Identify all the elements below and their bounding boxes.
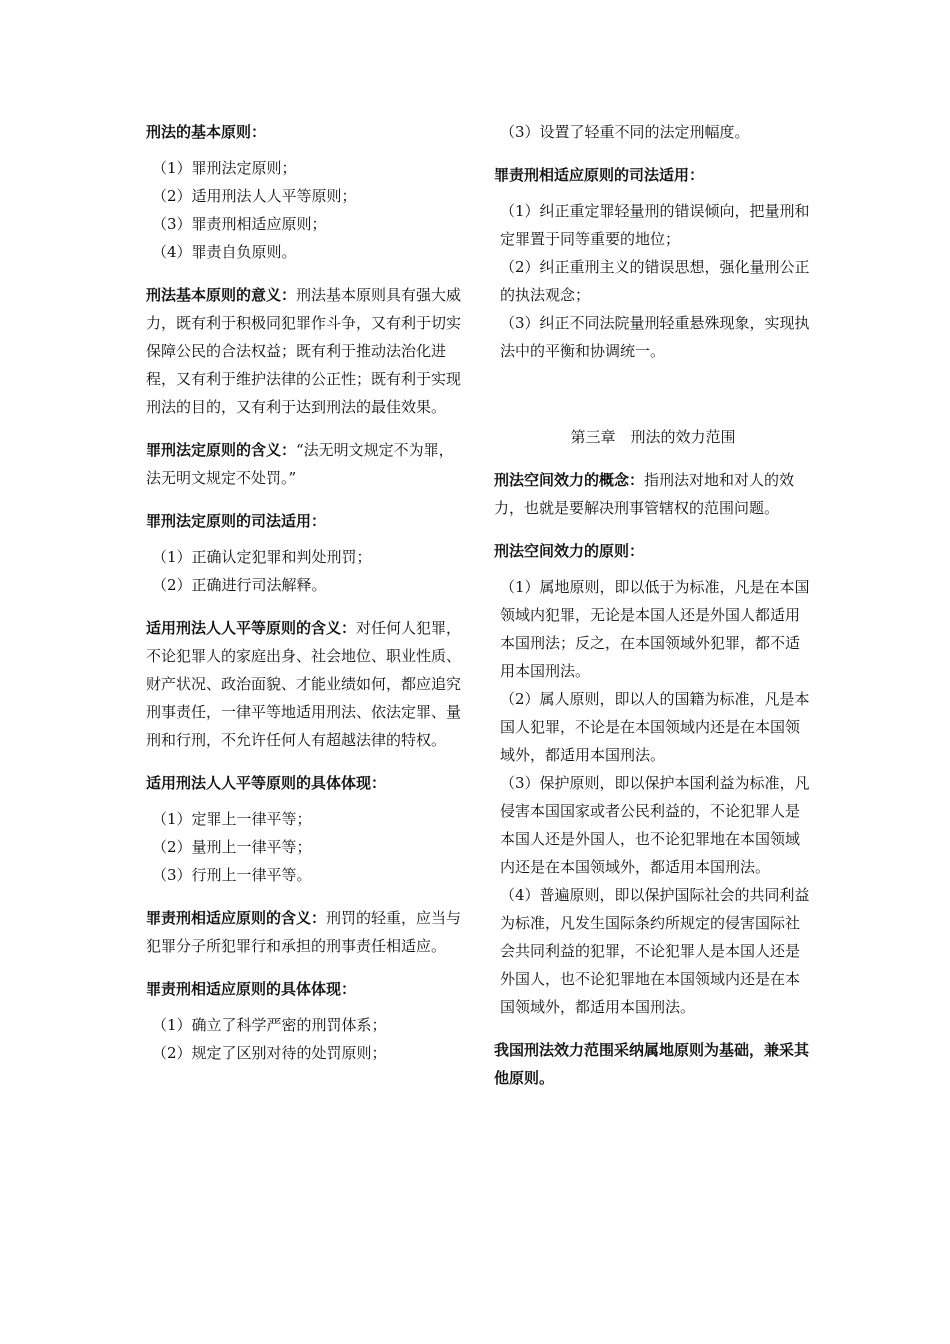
inline-heading: 罪刑法定原则的含义： — [146, 441, 297, 459]
section-heading: 罪责刑相适应原则的司法适用： — [494, 166, 705, 184]
right-column — [494, 118, 812, 1092]
inline-heading: 刑法空间效力的概念： — [494, 471, 645, 489]
section-heading: 我国刑法效力范围采纳属地原则为基础，兼采其他原则。 — [494, 1041, 810, 1087]
section-heading: 刑法空间效力的原则： — [494, 542, 645, 560]
paragraph-body: “法无明文规定不为罪，法无明文规定不处罚。” — [146, 441, 454, 487]
paragraph — [146, 614, 464, 754]
list-item: （1）罪刑法定原则； — [152, 159, 297, 177]
list-item: （1）属地原则，即以低于为标准，凡是在本国领域内犯罪，无论是本国人还是外国人都适用本国刑法；反之，在本国领域外犯罪，都不适用本国刑法。 — [500, 578, 810, 680]
list-item: （3）保护原则，即以保护本国利益为标准，凡侵害本国国家或者公民利益的，不论犯罪人是本国人还是外国人，也不论犯罪地在本国领域内还是在本国领域外，都适用本国刑法。 — [500, 774, 810, 876]
paragraph-body: 刑罚的轻重，应当与犯罪分子所犯罪行和承担的刑事责任相适应。 — [146, 909, 462, 955]
chapter-title: 第三章 刑法的效力范围 — [570, 428, 736, 446]
list-item: （2）属人原则，即以人的国籍为标准，凡是本国人犯罪，不论是在本国领域内还是在本国领域外，都适用本国刑法。 — [500, 690, 810, 764]
list-item: （2）纠正重刑主义的错误思想，强化量刑公正的执法观念； — [500, 258, 810, 304]
section-heading: 罪刑法定原则的司法适用： — [146, 512, 327, 530]
list-item: （1）定罪上一律平等； — [152, 810, 312, 828]
inline-heading: 刑法基本原则的意义： — [146, 286, 297, 304]
paragraph — [494, 466, 812, 522]
list-item: （3）罪责刑相适应原则； — [152, 215, 327, 233]
section-heading: 罪责刑相适应原则的具体体现： — [146, 980, 357, 998]
list-item: （2）适用刑法人人平等原则； — [152, 187, 357, 205]
inline-heading: 适用刑法人人平等原则的含义： — [146, 619, 357, 637]
paragraph-body: 刑法基本原则具有强大威力，既有利于积极同犯罪作斗争，又有利于切实保障公民的合法权益；既有利于推动法治化进程，又有利于维护法律的公正性；既有利于实现刑法的目的，又有利于达到刑法的最佳效果。 — [146, 286, 462, 416]
list-item: （3）行刑上一律平等。 — [152, 866, 312, 884]
list-item: （2）规定了区别对待的处罚原则； — [152, 1044, 387, 1062]
left-column — [146, 118, 464, 1067]
section-heading: 适用刑法人人平等原则的具体体现： — [146, 774, 387, 792]
paragraph — [146, 281, 464, 421]
list-item: （2）量刑上一律平等； — [152, 838, 312, 856]
list-item: （1）确立了科学严密的刑罚体系； — [152, 1016, 387, 1034]
list-item: （1）正确认定犯罪和判处刑罚； — [152, 548, 372, 566]
paragraph-body: 指刑法对地和对人的效力，也就是要解决刑事管辖权的范围问题。 — [494, 471, 795, 517]
list-item: （1）纠正重定罪轻量刑的错误倾向，把量刑和定罪置于同等重要的地位； — [500, 202, 810, 248]
list-item: （4）普遍原则，即以保护国际社会的共同利益为标准，凡发生国际条约所规定的侵害国际社会共同利益的犯罪，不论犯罪人是本国人还是外国人，也不论犯罪地在本国领域内还是在本国领域外，都适用本国刑法。 — [500, 886, 810, 1016]
list-item: （2）正确进行司法解释。 — [152, 576, 327, 594]
section-heading: 刑法的基本原则： — [146, 123, 267, 141]
paragraph-body: 对任何人犯罪，不论犯罪人的家庭出身、社会地位、职业性质、财产状况、政治面貌、才能业绩如何，都应追究刑事责任，一律平等地适用刑法、依法定罪、量刑和行刑，不允许任何人有超越法律的特权。 — [146, 619, 462, 749]
list-item: （3）设置了轻重不同的法定刑幅度。 — [500, 123, 750, 141]
paragraph — [146, 904, 464, 960]
paragraph — [146, 436, 464, 492]
inline-heading: 罪责刑相适应原则的含义： — [146, 909, 327, 927]
list-item: （4）罪责自负原则。 — [152, 243, 297, 261]
list-item: （3）纠正不同法院量刑轻重悬殊现象，实现执法中的平衡和协调统一。 — [500, 314, 810, 360]
